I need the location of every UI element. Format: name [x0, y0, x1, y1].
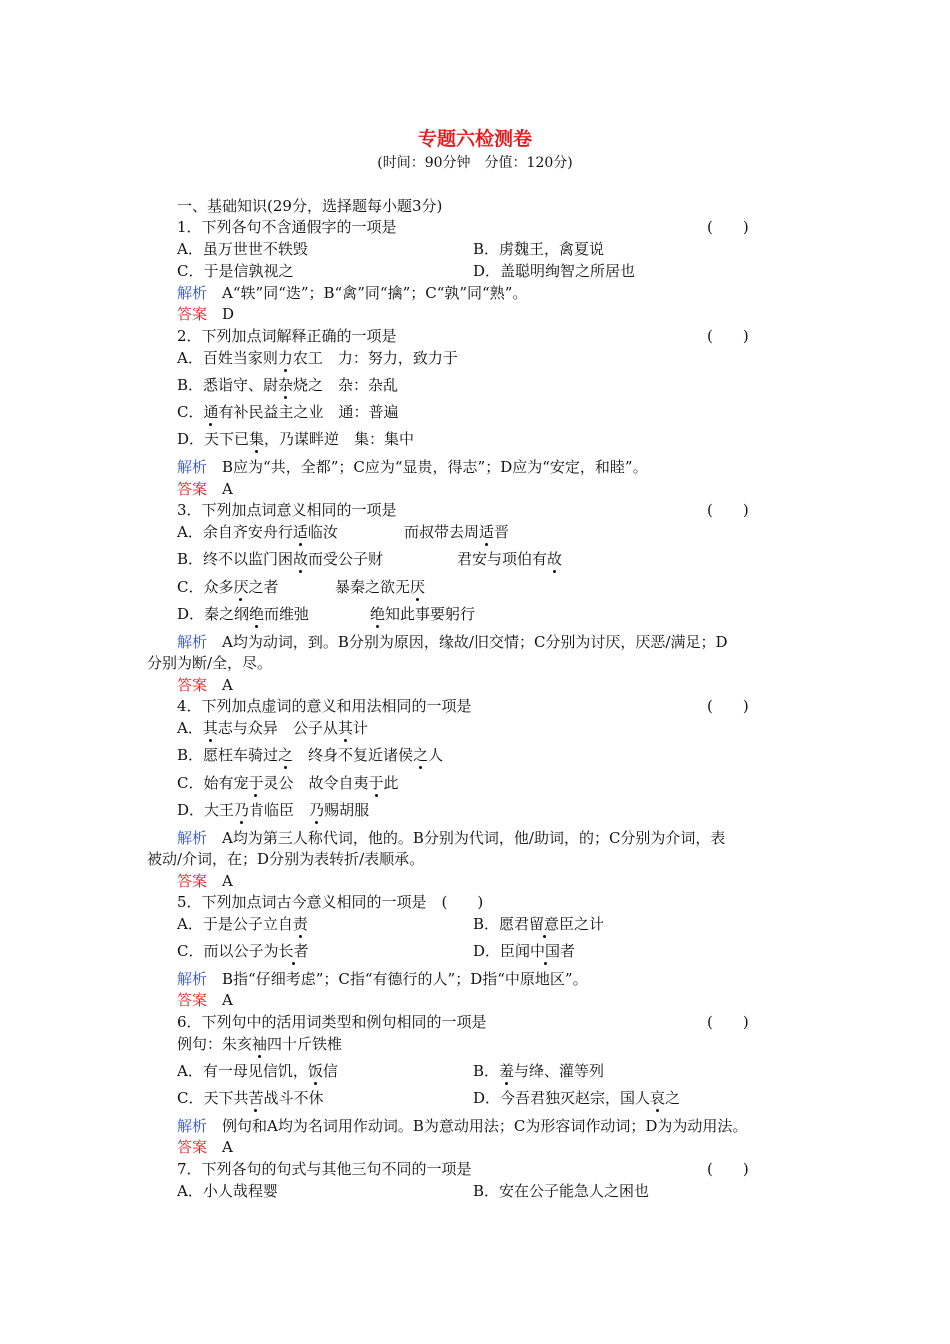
- answer-text: A: [222, 676, 233, 694]
- text: ，乃谋畔逆 集：集中: [264, 430, 415, 448]
- q2-option-a: [177, 348, 458, 368]
- dotted-word: 乃: [234, 801, 250, 819]
- text: 暴秦之欲无: [335, 578, 411, 596]
- text: 人: [428, 746, 444, 764]
- dotted-word: 之: [413, 746, 429, 764]
- text: 而叔带去周: [404, 523, 480, 541]
- answer-blank: ( ): [707, 1013, 749, 1031]
- answer-text: A: [222, 480, 233, 498]
- text: 而受公子财: [308, 550, 384, 568]
- dotted-word: 绝: [249, 605, 265, 623]
- text: A．余自齐安舟行: [177, 523, 293, 541]
- q4-option-b: [177, 745, 443, 765]
- q2-analysis: [177, 457, 648, 477]
- q5-option-b: [473, 914, 604, 934]
- analysis-label: 解析: [177, 1117, 208, 1135]
- q5-option-c: [177, 941, 309, 961]
- dotted-word: 长者: [278, 942, 309, 960]
- answer-text: A: [222, 1138, 233, 1156]
- q5-analysis: [177, 969, 588, 989]
- text: B．悉诣守、尉: [177, 376, 279, 394]
- q3-analysis-cont: 分别为断/全，尽。: [147, 654, 273, 672]
- dotted-word: 适: [292, 523, 308, 541]
- q3-answer: [177, 675, 233, 695]
- dotted-word: 苦: [248, 1089, 264, 1107]
- dotted-word: 哀: [650, 1089, 666, 1107]
- text: B．终不以监门困: [177, 550, 294, 568]
- q6-analysis: [177, 1116, 747, 1136]
- q3-option-c-pair: [335, 577, 425, 597]
- text: C．: [177, 403, 204, 421]
- q1-answer: [177, 304, 234, 324]
- dotted-word: 羞: [499, 1062, 515, 1080]
- q4-answer: [177, 871, 233, 891]
- answer-label: 答案: [177, 305, 208, 323]
- answer-label: 答案: [177, 1138, 208, 1156]
- text: 临汝: [307, 523, 338, 541]
- text: 战斗不休: [263, 1089, 324, 1107]
- text: D．天下已: [177, 430, 250, 448]
- analysis-label: 解析: [177, 970, 208, 988]
- text: 有补民益主之业 通：普遍: [218, 403, 399, 421]
- q2-option-d: [177, 429, 414, 449]
- q5-option-a: [177, 914, 308, 934]
- dotted-word: 绝: [370, 605, 386, 623]
- text: 者: [560, 942, 576, 960]
- q3-option-a-pair: [404, 522, 509, 542]
- exam-info: (时间：90分钟 分值：120分): [377, 155, 573, 171]
- q1-stem: 1．下列各句不含通假字的一项是: [177, 218, 397, 236]
- q2-option-b: [177, 375, 398, 395]
- q6-answer: [177, 1137, 233, 1157]
- dotted-word: 责: [292, 915, 308, 933]
- text: 志与众异 公子从: [217, 719, 338, 737]
- answer-blank: ( ): [707, 1160, 749, 1178]
- text: 农工 力：努力，致力于: [292, 349, 458, 367]
- dotted-word: 其: [337, 719, 353, 737]
- dotted-word: 乃: [309, 801, 325, 819]
- text: B．愿枉车骑过: [177, 746, 279, 764]
- text: A．于是公子立自: [177, 915, 293, 933]
- text: C．而以公子为: [177, 942, 279, 960]
- text: 君安与项伯有: [457, 550, 548, 568]
- text: B．愿君: [473, 915, 530, 933]
- dotted-word: 故: [293, 550, 309, 568]
- answer-blank: ( ): [707, 327, 749, 345]
- text: D．秦之纲: [177, 605, 250, 623]
- text: 之者: [248, 578, 279, 596]
- q4-analysis: [177, 828, 725, 848]
- answer-label: 答案: [177, 872, 208, 890]
- q5-stem: 5．下列加点词古今意义相同的一项是 ( ): [177, 893, 484, 911]
- analysis-text: A均为动词，到。B分别为原因，缘故/旧交情；C分别为讨厌，厌恶/满足；D: [222, 633, 728, 651]
- dotted-word: 力: [277, 349, 293, 367]
- analysis-label: 解析: [177, 284, 208, 302]
- q3-option-c: [177, 577, 279, 597]
- q4-option-c: [177, 773, 399, 793]
- text: 例句：朱亥: [177, 1035, 253, 1053]
- q3-option-b: [177, 549, 383, 569]
- q4-analysis-cont: 被动/介词，在；D分别为表转折/表顺承。: [147, 850, 425, 868]
- text: 计: [352, 719, 368, 737]
- text: 此: [383, 774, 399, 792]
- q1-option-b: B．虏魏王，禽夏说: [473, 240, 605, 258]
- q2-answer: [177, 479, 233, 499]
- text: 之: [665, 1089, 681, 1107]
- text: 灵公 故令自夷: [263, 774, 369, 792]
- dotted-word: 厌: [410, 578, 426, 596]
- dotted-word: 袖: [252, 1035, 268, 1053]
- q7-option-a: A．小人哉程婴: [177, 1182, 278, 1200]
- text: A．: [177, 719, 203, 737]
- text: A．百姓当家则: [177, 349, 278, 367]
- q3-stem: 3．下列加点词意义相同的一项是: [177, 501, 397, 519]
- analysis-text: B指“仔细考虑”；C指“有德行的人”；D指“中原地区”。: [222, 970, 588, 988]
- answer-text: D: [222, 305, 235, 323]
- text: 晋: [494, 523, 510, 541]
- q3-analysis: [177, 632, 728, 652]
- analysis-text: B应为“共，全都”；C应为“显贵，得志”；D应为“安定，和睦”。: [222, 458, 648, 476]
- answer-text: A: [222, 991, 233, 1009]
- q3-option-b-pair: [457, 549, 562, 569]
- q1-analysis: [177, 283, 527, 303]
- dotted-word: 其: [202, 719, 218, 737]
- text: C．始有宠: [177, 774, 249, 792]
- text: C．众多: [177, 578, 234, 596]
- q3-option-d-pair: [370, 604, 475, 624]
- q4-option-d: [177, 800, 369, 820]
- analysis-label: 解析: [177, 829, 208, 847]
- q3-option-d: [177, 604, 309, 624]
- q5-answer: [177, 990, 233, 1010]
- q1-option-d: D．盖聪明绚智之所居也: [473, 262, 636, 280]
- q6-option-a: [177, 1061, 338, 1081]
- q1-option-c: C．于是信孰视之: [177, 262, 294, 280]
- answer-blank: ( ): [707, 218, 749, 236]
- dotted-word: 于: [368, 774, 384, 792]
- q6-option-c: [177, 1088, 324, 1108]
- text: 而维弛: [264, 605, 310, 623]
- text: A．有一母见信饥，: [177, 1062, 308, 1080]
- text: D．大王: [177, 801, 235, 819]
- q6-stem: 6．下列句中的活用词类型和例句相同的一项是: [177, 1013, 487, 1031]
- text: D．今吾君独灭赵宗，国人: [473, 1089, 651, 1107]
- answer-label: 答案: [177, 991, 208, 1009]
- dotted-word: 集: [249, 430, 265, 448]
- dotted-word: 故: [547, 550, 563, 568]
- analysis-text: A“轶”同“迭”；B“禽”同“擒”；C“孰”同“熟”。: [222, 284, 528, 302]
- dotted-word: 适: [479, 523, 495, 541]
- text: C．天下共: [177, 1089, 249, 1107]
- dotted-word: 饭: [307, 1062, 323, 1080]
- dotted-word: 杂: [278, 376, 294, 394]
- text: D．臣闻: [473, 942, 531, 960]
- answer-blank: ( ): [707, 501, 749, 519]
- text: 四十斤铁椎: [267, 1035, 343, 1053]
- text: 臣之计: [559, 915, 605, 933]
- dotted-word: 厌: [233, 578, 249, 596]
- section-heading: 一、基础知识(29分，选择题每小题3分): [177, 197, 443, 215]
- answer-label: 答案: [177, 676, 208, 694]
- text: 烧之 杂：杂乱: [293, 376, 399, 394]
- text: 终身不复近诸侯: [293, 746, 414, 764]
- text: B．: [473, 1062, 500, 1080]
- q6-example: [177, 1034, 342, 1054]
- dotted-word: 通: [203, 403, 219, 421]
- analysis-text: 例句和A均为名词用作动词。B为意动用法；C为形容词作动词；D为为动用法。: [222, 1117, 748, 1135]
- q4-stem: 4．下列加点虚词的意义和用法相同的一项是: [177, 697, 472, 715]
- q2-stem: 2．下列加点词解释正确的一项是: [177, 327, 397, 345]
- text: 信: [322, 1062, 338, 1080]
- q1-option-a: A．虽万世世不轶毁: [177, 240, 308, 258]
- dotted-word: 留意: [529, 915, 560, 933]
- text: 赐胡服: [324, 801, 370, 819]
- q6-option-d: [473, 1088, 680, 1108]
- answer-label: 答案: [177, 480, 208, 498]
- analysis-label: 解析: [177, 633, 208, 651]
- q7-stem: 7．下列各句的句式与其他三句不同的一项是: [177, 1160, 472, 1178]
- dotted-word: 于: [248, 774, 264, 792]
- dotted-word: 中国: [530, 942, 561, 960]
- q2-option-c: [177, 402, 399, 422]
- answer-text: A: [222, 872, 233, 890]
- text: 知此事要躬行: [385, 605, 476, 623]
- q3-option-a: [177, 522, 338, 542]
- q7-option-b: B．安在公子能急人之困也: [473, 1182, 650, 1200]
- analysis-label: 解析: [177, 458, 208, 476]
- q5-option-d: [473, 941, 575, 961]
- answer-blank: ( ): [707, 697, 749, 715]
- page-title: 专题六检测卷: [417, 128, 532, 150]
- text: 肯临臣: [249, 801, 310, 819]
- text: 与绛、灌等列: [514, 1062, 605, 1080]
- analysis-text: A均为第三人称代词，他的。B分别为代词，他/助词，的；C分别为介词，表: [222, 829, 726, 847]
- q4-option-a: [177, 718, 368, 738]
- q6-option-b: [473, 1061, 604, 1081]
- dotted-word: 之: [278, 746, 294, 764]
